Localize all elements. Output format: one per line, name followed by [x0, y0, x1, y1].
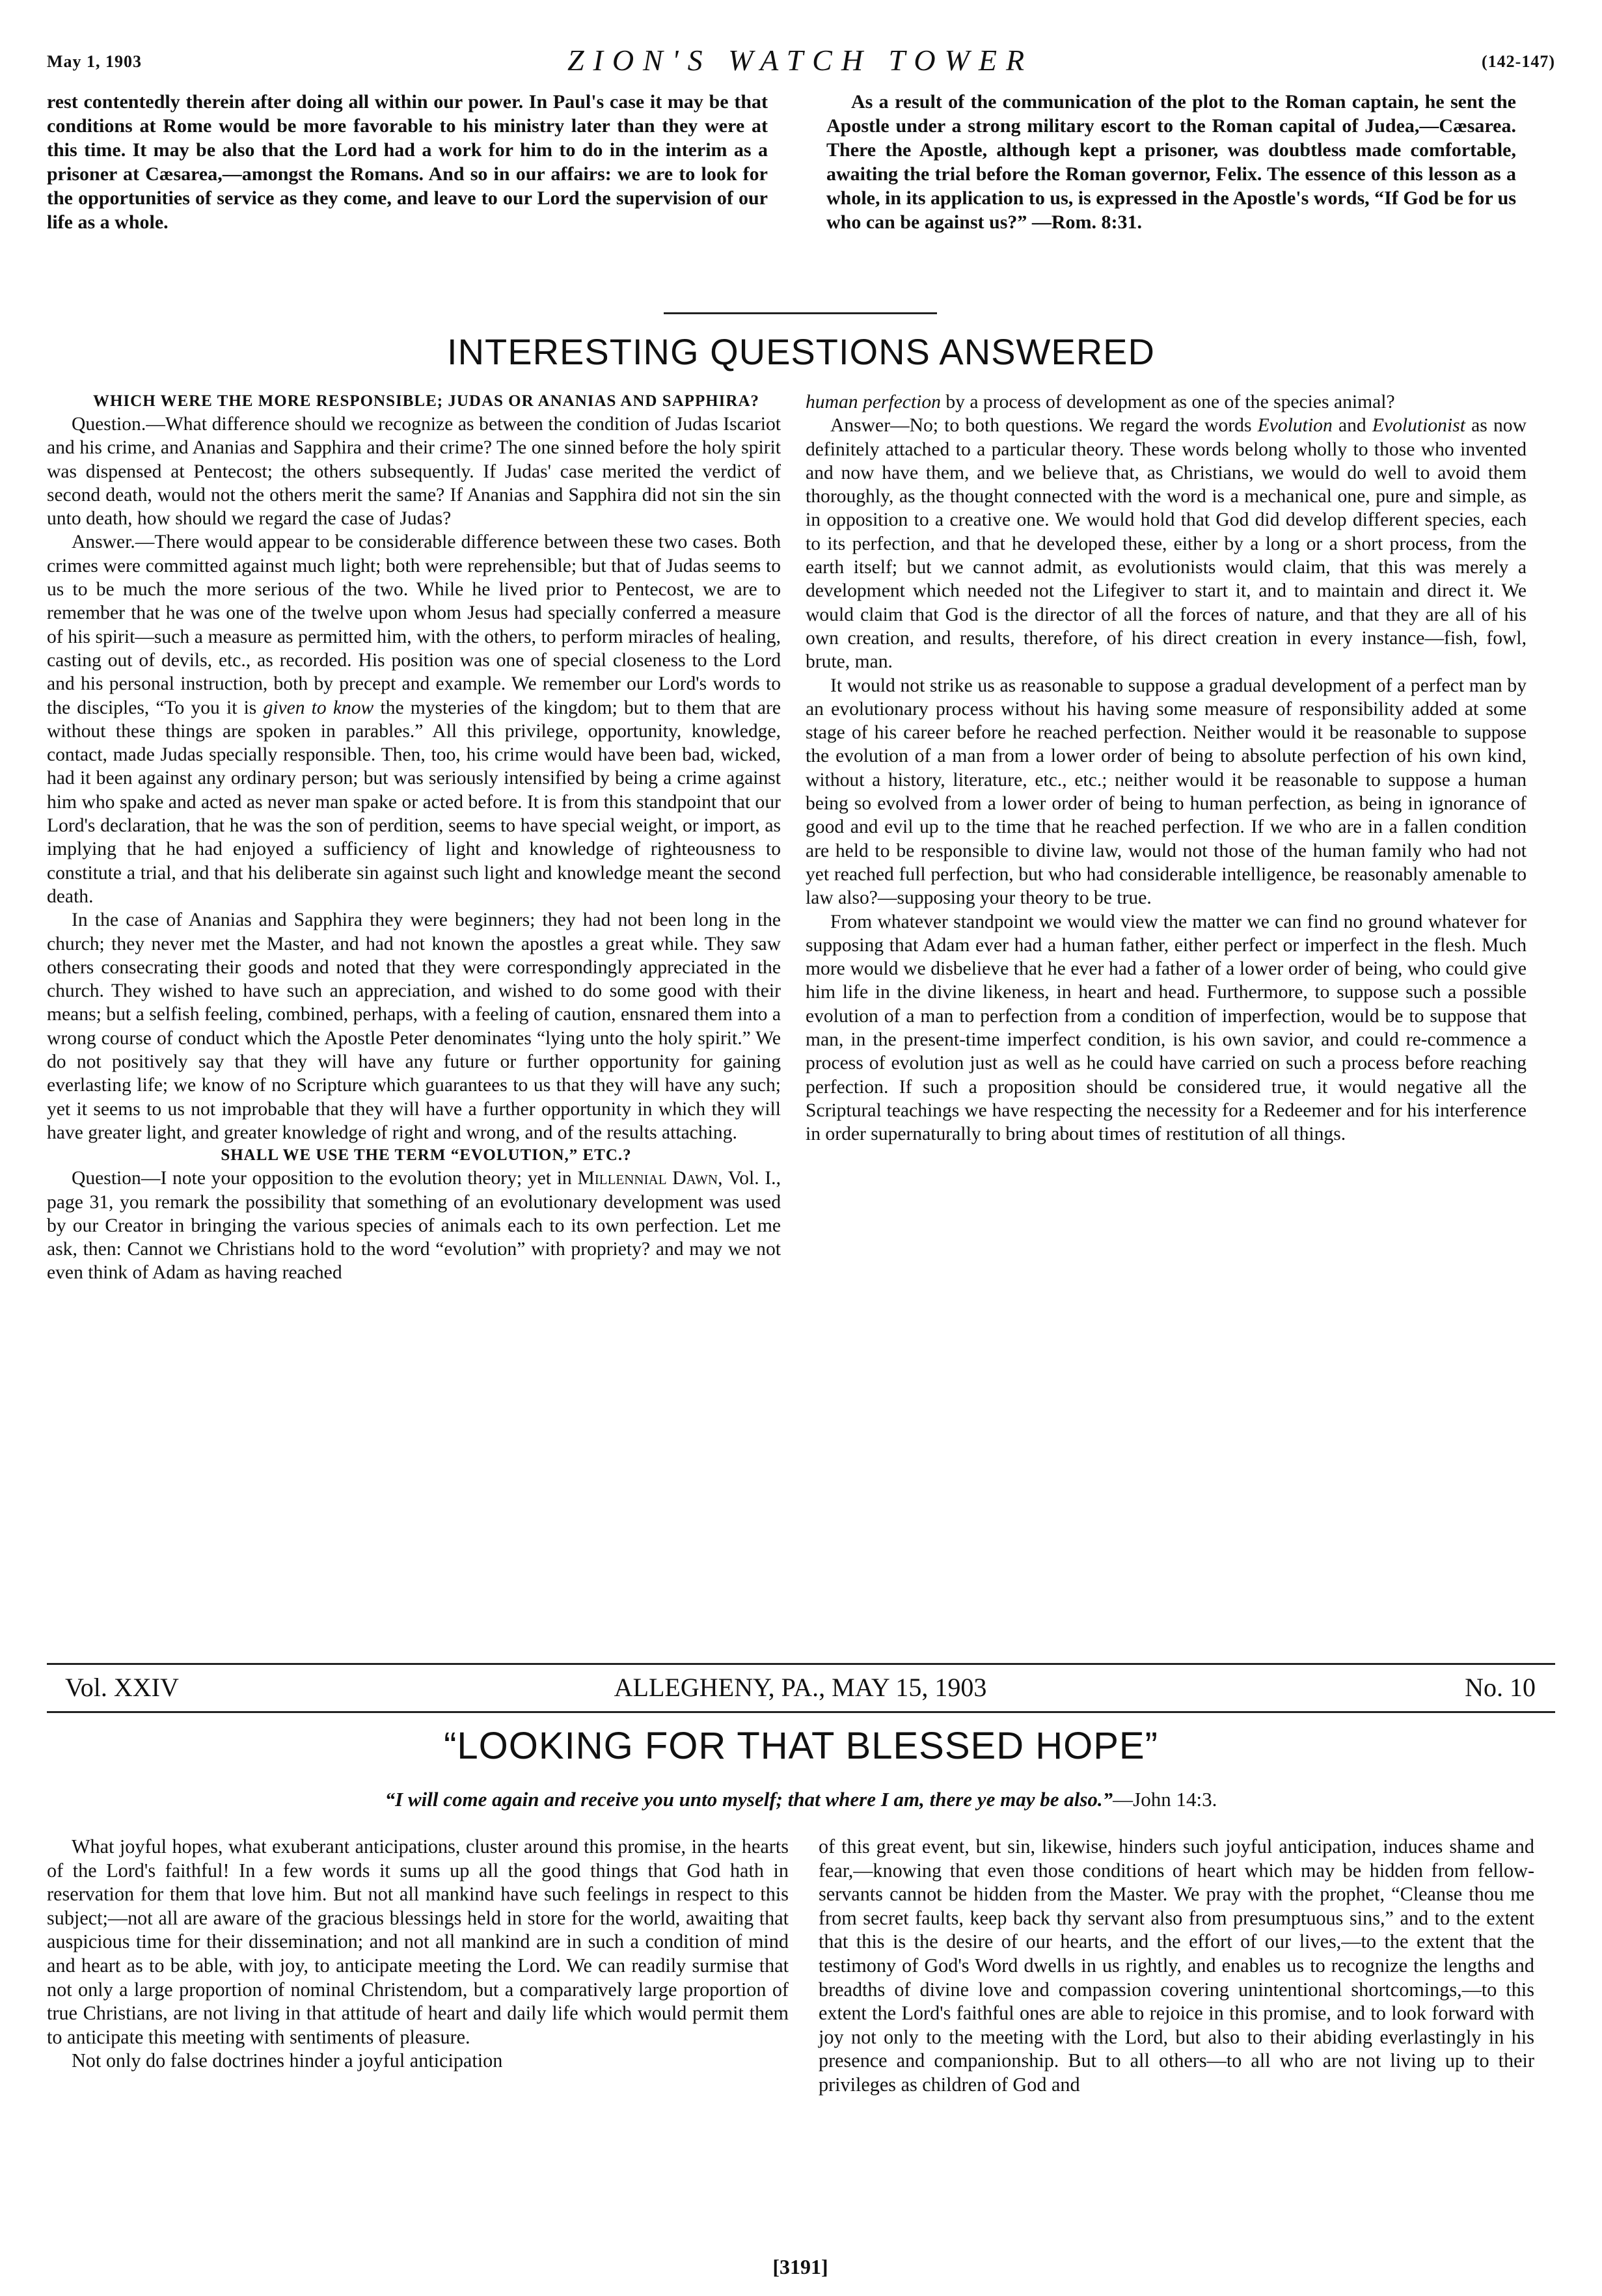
hope-left-column — [47, 1835, 789, 2073]
issue-place-date: ALLEGHENY, PA., MAY 15, 1903 — [614, 1673, 987, 1702]
hope-right-column — [819, 1835, 1534, 2097]
page-folio: [3191] — [772, 2255, 828, 2278]
question-evolution-cont: human perfection by a process of development as one of the species animal? — [806, 392, 1395, 412]
subhead-evolution: SHALL WE USE THE TERM “EVOLUTION,” ETC.? — [221, 1146, 632, 1165]
section-title-questions: INTERESTING QUESTIONS ANSWERED — [447, 331, 1155, 372]
answer-evolution: Answer—No; to both questions. We regard the words Evolution and Evolutionist as now definitely attached to a particular theory. These words belong wholly to those who invented and now have them, and we believe that, as Christians, we would do well to avoid them thoroughly, as the thought connected with the word is a mechanical one, pure and simple, as in opposition to a creative one. We would hold that God did develop different species, each to its perfection, and that he developed these, either by a long or a short process, from the earth itself; but we cannot admit, as evolutionists would claim, that this was merely a development which needed not the Lifegiver to start it, and to maintain and direct it. We would claim that God is the director of all the forces of nature, and that they are all of his own creation, and results, therefore, of his direct creation in every instance—fish, fowl, brute, man. — [806, 415, 1527, 673]
issue-number: No. 10 — [1465, 1673, 1536, 1702]
header-page-range: (142-147) — [1482, 52, 1555, 71]
question-judas: Question.—What difference should we recognize as between the condition of Judas Iscariot and his crime, and Ananias and Sapphira and their crime? The one sinned before the holy spirit was dispensed at Pentecost; the others subsequently. If Judas' case merited the verdict of second death, would not the others merit the same? If Ananias and Sapphira did not sin the sin unto death, how should we regard the case of Judas? — [47, 414, 781, 530]
epigraph: “I will come again and receive you unto myself; that where I am, there ye may be also.”—John 14:3. — [385, 1788, 1217, 1811]
section-divider — [664, 312, 937, 314]
answer-ananias: In the case of Ananias and Sapphira they were beginners; they had not been long in the church; they never met the Master, and had not known the apostles a great while. They saw others consecrating their goods and noted that they were correspondingly appreciated in the church. They wished to have such an appreciation, and wished to do some good with their means; but a selfish feeling, combined, perhaps, with a feeling of caution, ensnared them into a wrong course of conduct which the Apostle Peter denominates “lying unto the holy spirit.” We do not positively say that they will have any future or further opportunity for gaining everlasting life; we know of no Scripture which guarantees to us that they will have any such; yet it seems to us not improbable that they will have a further opportunity in which they will have greater light, and greater knowledge of right and wrong, and of the results attaching. — [47, 910, 781, 1143]
top-left-column — [47, 90, 768, 234]
header-date: May 1, 1903 — [47, 52, 143, 71]
hope-right-p1: of this great event, but sin, likewise, hinders such joyful anticipation, induces shame and fear,—knowing that even those conditions of heart which may be hidden from fellow-servants cannot be hidden from the Master. We pray with the prophet, “Cleanse thou me from secret faults, keep back thy servant also from presumptuous sins,” and to the extent that this is the desire of our hearts, and the effort of our lives,—to the extent that the testimony of God's Word dwells in us rightly, and enables us to recognize the lengths and breadths of divine love and compassion covering unintentional shortcomings,—to this extent the Lord's faithful ones are able to rejoice in this promise, and to look forward with joy not only to the meeting with the Lord, but also to their abiding everlastingly in his presence and companionship. But to all others—to all who are not living up to their privileges as children of God and — [819, 1835, 1534, 2096]
answer-judas: Answer.—There would appear to be considerable difference between these two cases. Both crimes were committed against much light; both were reprehensible; but that of Judas seems to us to be much the more serious of the two. While he lived prior to Pentecost, we are to remember that he was one of the twelve upon whom Jesus had specially conferred a measure of his spirit—such a measure as permitted him, with the others, to perform miracles of healing, casting out of devils, etc., as recorded. His position was one of special closeness to the Lord and his personal instruction, both by precept and example. We remember our Lord's words to the disciples, “To you it is given to know the mysteries of the kingdom; but to them that are without these things are spoken in parables.” All this privilege, opportunity, knowledge, contact, made Judas specially responsible. Then, too, his crime would have been bad, wicked, had it been against any ordinary person; but was seriously intensified by being a crime against him who spake and acted as never man spake or acted before. It is from this standpoint that our Lord's declaration, that he was the son of perdition, seems to have special weight, or import, as implying that he had enjoyed a sufficiency of light and knowledge of righteousness to constitute a trial, and that his deliberate sin against such light and knowledge meant the second death. — [47, 532, 781, 907]
questions-right-column — [806, 390, 1527, 1146]
section-title-blessed-hope: “LOOKING FOR THAT BLESSED HOPE” — [444, 1725, 1158, 1767]
hope-left-p1: What joyful hopes, what exuberant anticipations, cluster around this promise, in the hearts of the Lord's faithful! In a few words it sums up all the good things that God hath in reservation for them that love him. But not all mankind have such feelings in respect to this subject;—not all are aware of the gracious blessings held in store for the world, awaiting that auspicious time for their dissemination; and not all mankind are in such a condition of mind and heart as to be able, with joy, to anticipate meeting the Lord. We can readily surmise that not only a large proportion of nominal Christendom, but a comparatively large proportion of true Christians, are not living in that attitude of heart and daily life which would permit them to anticipate this meeting with sentiments of pleasure. — [47, 1835, 789, 2048]
top-right-column — [826, 90, 1516, 234]
hope-left-p2: Not only do false doctrines hinder a joyful anticipation — [72, 2049, 503, 2072]
subhead-judas: WHICH WERE THE MORE RESPONSIBLE; JUDAS OR ANANIAS AND SAPPHIRA? — [92, 392, 760, 410]
top-left-text: rest contentedly therein after doing all within our power. In Paul's case it may be that conditions at Rome would be more favorable to his ministry later than they were at this time. It may be also that the Lord had a work for him to do in the interim as a prisoner at Cæsarea,—amongst the Romans. And so in our affairs: we are to look for the opportunities of service as they come, and leave to our Lord the supervision of our life as a whole. — [47, 91, 768, 233]
volume-number: Vol. XXIV — [65, 1673, 179, 1702]
masthead-title: ZION'S WATCH TOWER — [567, 44, 1034, 77]
top-right-text: As a result of the communication of the plot to the Roman captain, he sent the Apostle under a strong military escort to the Roman capital of Judea,—Cæsarea. There the Apostle, although kept a prisoner, was doubtless made comfortable, awaiting the trial before the Roman governor, Felix. The essence of this lesson as a whole, in its application to us, is expressed in the Apostle's words, “If God be for us who can be against us?” —Rom. 8:31. — [826, 91, 1516, 233]
banner-rule-top — [47, 1663, 1555, 1665]
questions-left-column — [47, 390, 781, 1285]
answer-evolution-p2: It would not strike us as reasonable to suppose a gradual development of a perfect man by an evolutionary process without his having some measure of responsibility added at some stage of his career before he reached perfection. Neither would it be reasonable to suppose the evolution of a man from a lower order of being to absolute perfection of his own kind, without a history, literature, etc., etc.; neither would it be reasonable to suppose a human being so evolved from a lower order of being to human perfection, as being in ignorance of good and evil up to the time that he reached perfection. If we who are in a fallen condition are held to be responsible to divine law, would not those of the human family who had not yet reached full perfection, but who had considerable intelligence, be reasonably amenable to law also?—supposing your theory to be true. — [806, 675, 1527, 909]
banner-rule-bottom — [47, 1711, 1555, 1713]
answer-evolution-p3: From whatever standpoint we would view the matter we can find no ground whatever for supposing that Adam ever had a human father, either perfect or imperfect in the flesh. Much more would we disbelieve that he ever had a father of a lower order of being, who could give him life in the divine likeness, in heart and head. Furthermore, to suppose such a possible evolution of a man to perfection from a condition of imperfection, would be to suppose that man, in the present-time imperfect condition, is his own savior, and could re-commence a process of evolution just as well as he could have carried on such a process before reaching perfection. If such a proposition should be considered true, it would negative all the Scriptural teachings we have respecting the necessity for a Redeemer and for his interference in order supernaturally to bring about times of restitution of all things. — [806, 911, 1527, 1145]
question-evolution: Question—I note your opposition to the evolution theory; yet in Millennial Dawn, Vol. I., page 31, you remark the possibility that something of an evolutionary development was used by our Creator in bringing the various species of animals each to its own perfection. Let me ask, then: Cannot we Christians hold to the word “evolution” with propriety? and may we not even think of Adam as having reached — [47, 1168, 781, 1284]
